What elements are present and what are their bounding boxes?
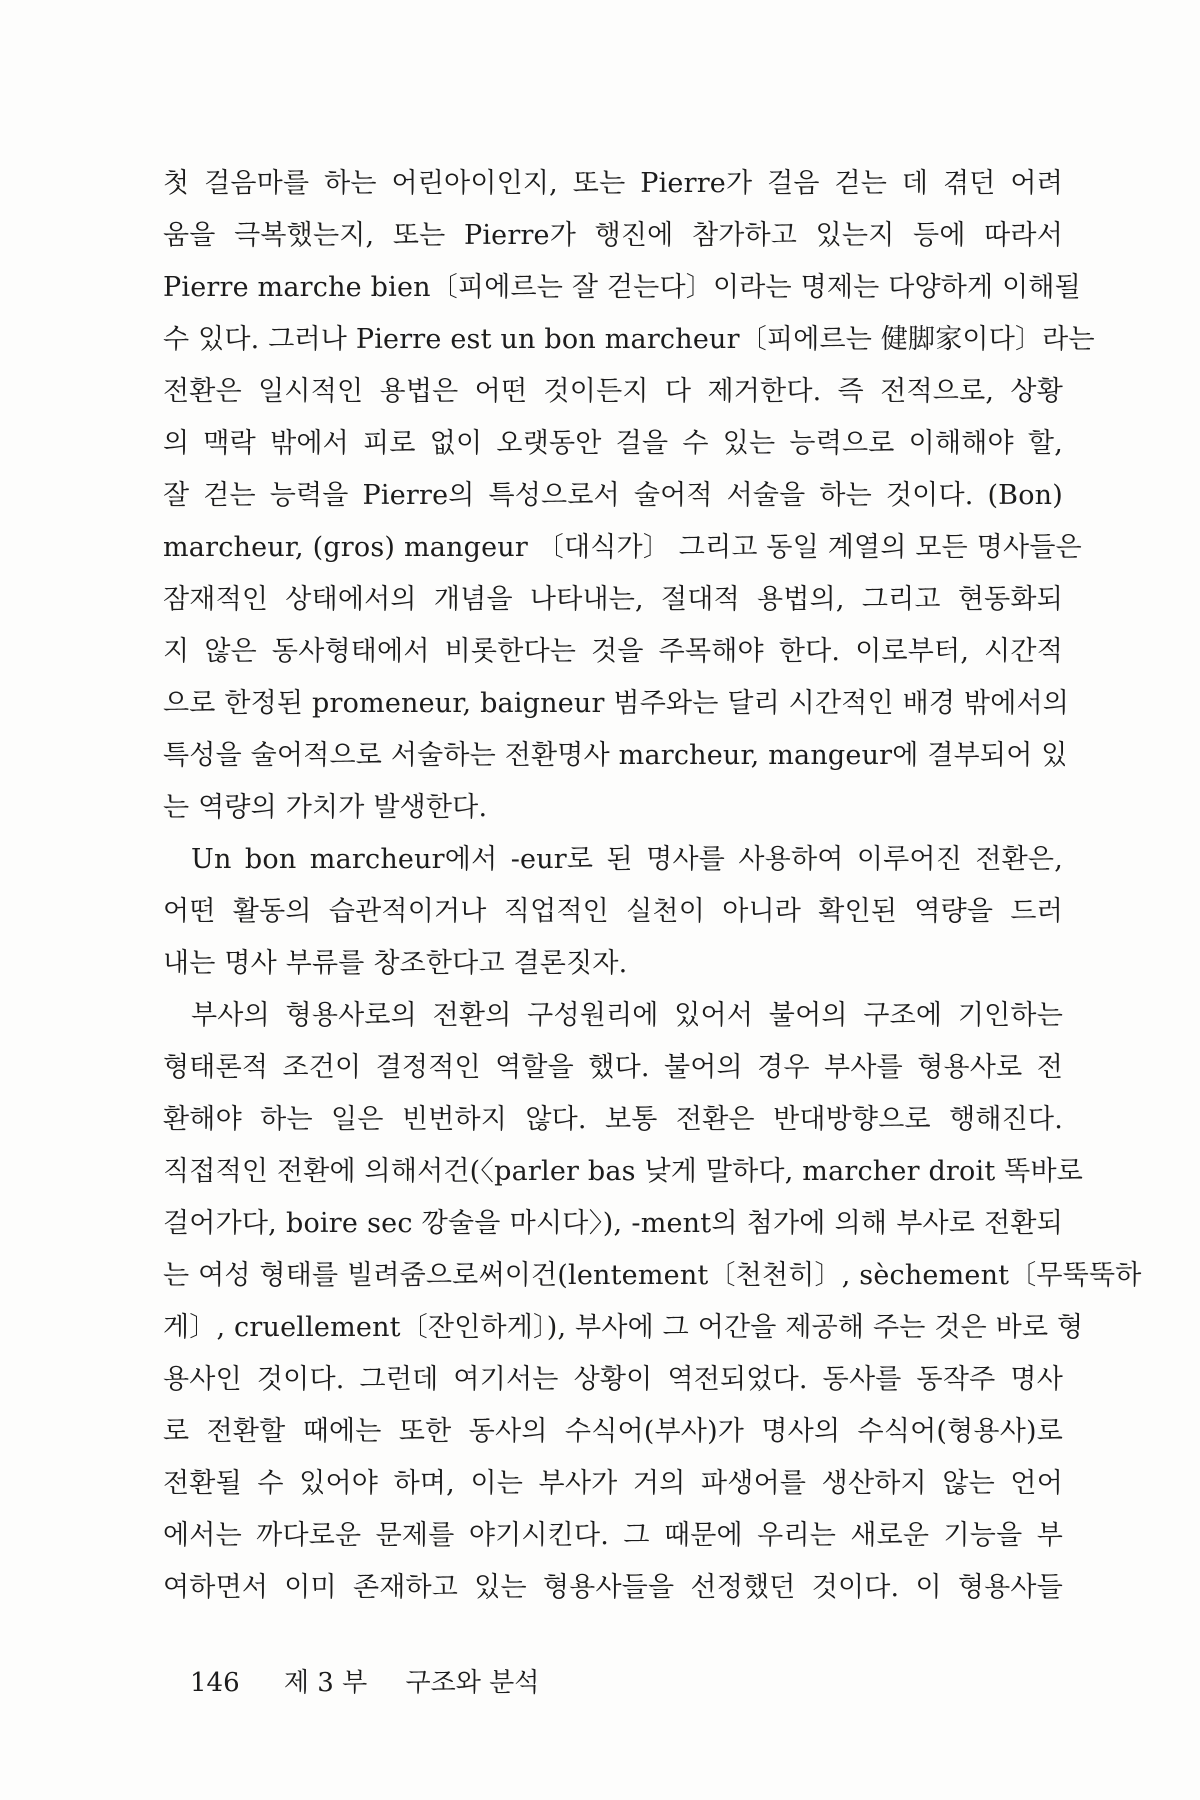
section-title: 구조와 분석 [405,1668,540,1698]
text-line: 수 있다. 그러나 Pierre est un bon marcheur〔피에르는 健脚家이다〕라는 [163,324,1095,355]
text-line: 의 맥락 밖에서 피로 없이 오랫동안 걸을 수 있는 능력으로 이해해야 할, [163,428,1063,459]
text-line: 내는 명사 부류를 창조한다고 결론짓자. [163,948,628,979]
text-line: 지 않은 동사형태에서 비롯한다는 것을 주목해야 한다. 이로부터, 시간적 [163,636,1063,667]
part-label: 제 3 부 [283,1668,368,1698]
text-line: 부사의 형용사로의 전환의 구성원리에 있어서 불어의 구조에 기인하는 [191,1000,1063,1031]
text-line: Pierre marche bien〔피에르는 잘 걷는다〕이라는 명제는 다양하게 이해될 [163,272,1081,303]
text-line: 에서는 까다로운 문제를 야기시킨다. 그 때문에 우리는 새로운 기능을 부 [163,1520,1063,1551]
text-line: 는 여성 형태를 빌려줌으로써이건(lentement〔천천히〕, sèchement〔무뚝뚝하 [163,1260,1142,1291]
text-line: 는 역량의 가치가 발생한다. [163,792,488,823]
page-footer [190,1663,539,1703]
text-line: 게〕, cruellement〔잔인하게〕), 부사에 그 어간을 제공해 주는 것은 바로 형 [163,1312,1084,1343]
text-line: 여하면서 이미 존재하고 있는 형용사들을 선정했던 것이다. 이 형용사들 [163,1572,1063,1603]
text-line: 용사인 것이다. 그런데 여기서는 상황이 역전되었다. 동사를 동작주 명사 [163,1364,1063,1395]
text-line: Un bon marcheur에서 -eur로 된 명사를 사용하여 이루어진 전환은, [191,844,1063,875]
text-line: 형태론적 조건이 결정적인 역할을 했다. 불어의 경우 부사를 형용사로 전 [163,1052,1063,1083]
text-line: 잘 걷는 능력을 Pierre의 특성으로서 술어적 서술을 하는 것이다. (Bon) [163,480,1063,511]
text-line: 환해야 하는 일은 빈번하지 않다. 보통 전환은 반대방향으로 행해진다. [163,1104,1063,1135]
text-line: 로 전환할 때에는 또한 동사의 수식어(부사)가 명사의 수식어(형용사)로 [163,1416,1063,1447]
body-text [163,158,1142,1614]
text-line: marcheur, (gros) mangeur 〔대식가〕 그리고 동일 계열의 모든 명사들은 [163,532,1082,563]
text-line: 전환될 수 있어야 하며, 이는 부사가 거의 파생어를 생산하지 않는 언어 [163,1468,1063,1499]
text-line: 움을 극복했는지, 또는 Pierre가 행진에 참가하고 있는지 등에 따라서 [163,220,1063,251]
text-line: 직접적인 전환에 의해서건(〈parler bas 낮게 말하다, marcher droit 똑바로 [163,1156,1084,1187]
page-number: 146 [190,1668,240,1698]
text-line: 으로 한정된 promeneur, baigneur 범주와는 달리 시간적인 배경 밖에서의 [163,688,1070,719]
text-line: 잠재적인 상태에서의 개념을 나타내는, 절대적 용법의, 그리고 현동화되 [163,584,1063,615]
text-line: 첫 걸음마를 하는 어린아이인지, 또는 Pierre가 걸음 걷는 데 겪던 어려 [163,168,1063,199]
text-line: 어떤 활동의 습관적이거나 직업적인 실천이 아니라 확인된 역량을 드러 [163,896,1063,927]
text-line: 전환은 일시적인 용법은 어떤 것이든지 다 제거한다. 즉 전적으로, 상황 [163,376,1063,407]
text-line: 특성을 술어적으로 서술하는 전환명사 marcheur, mangeur에 결부되어 있 [163,740,1068,771]
text-line: 걸어가다, boire sec 깡술을 마시다〉), -ment의 첨가에 의해 부사로 전환되 [163,1208,1063,1239]
